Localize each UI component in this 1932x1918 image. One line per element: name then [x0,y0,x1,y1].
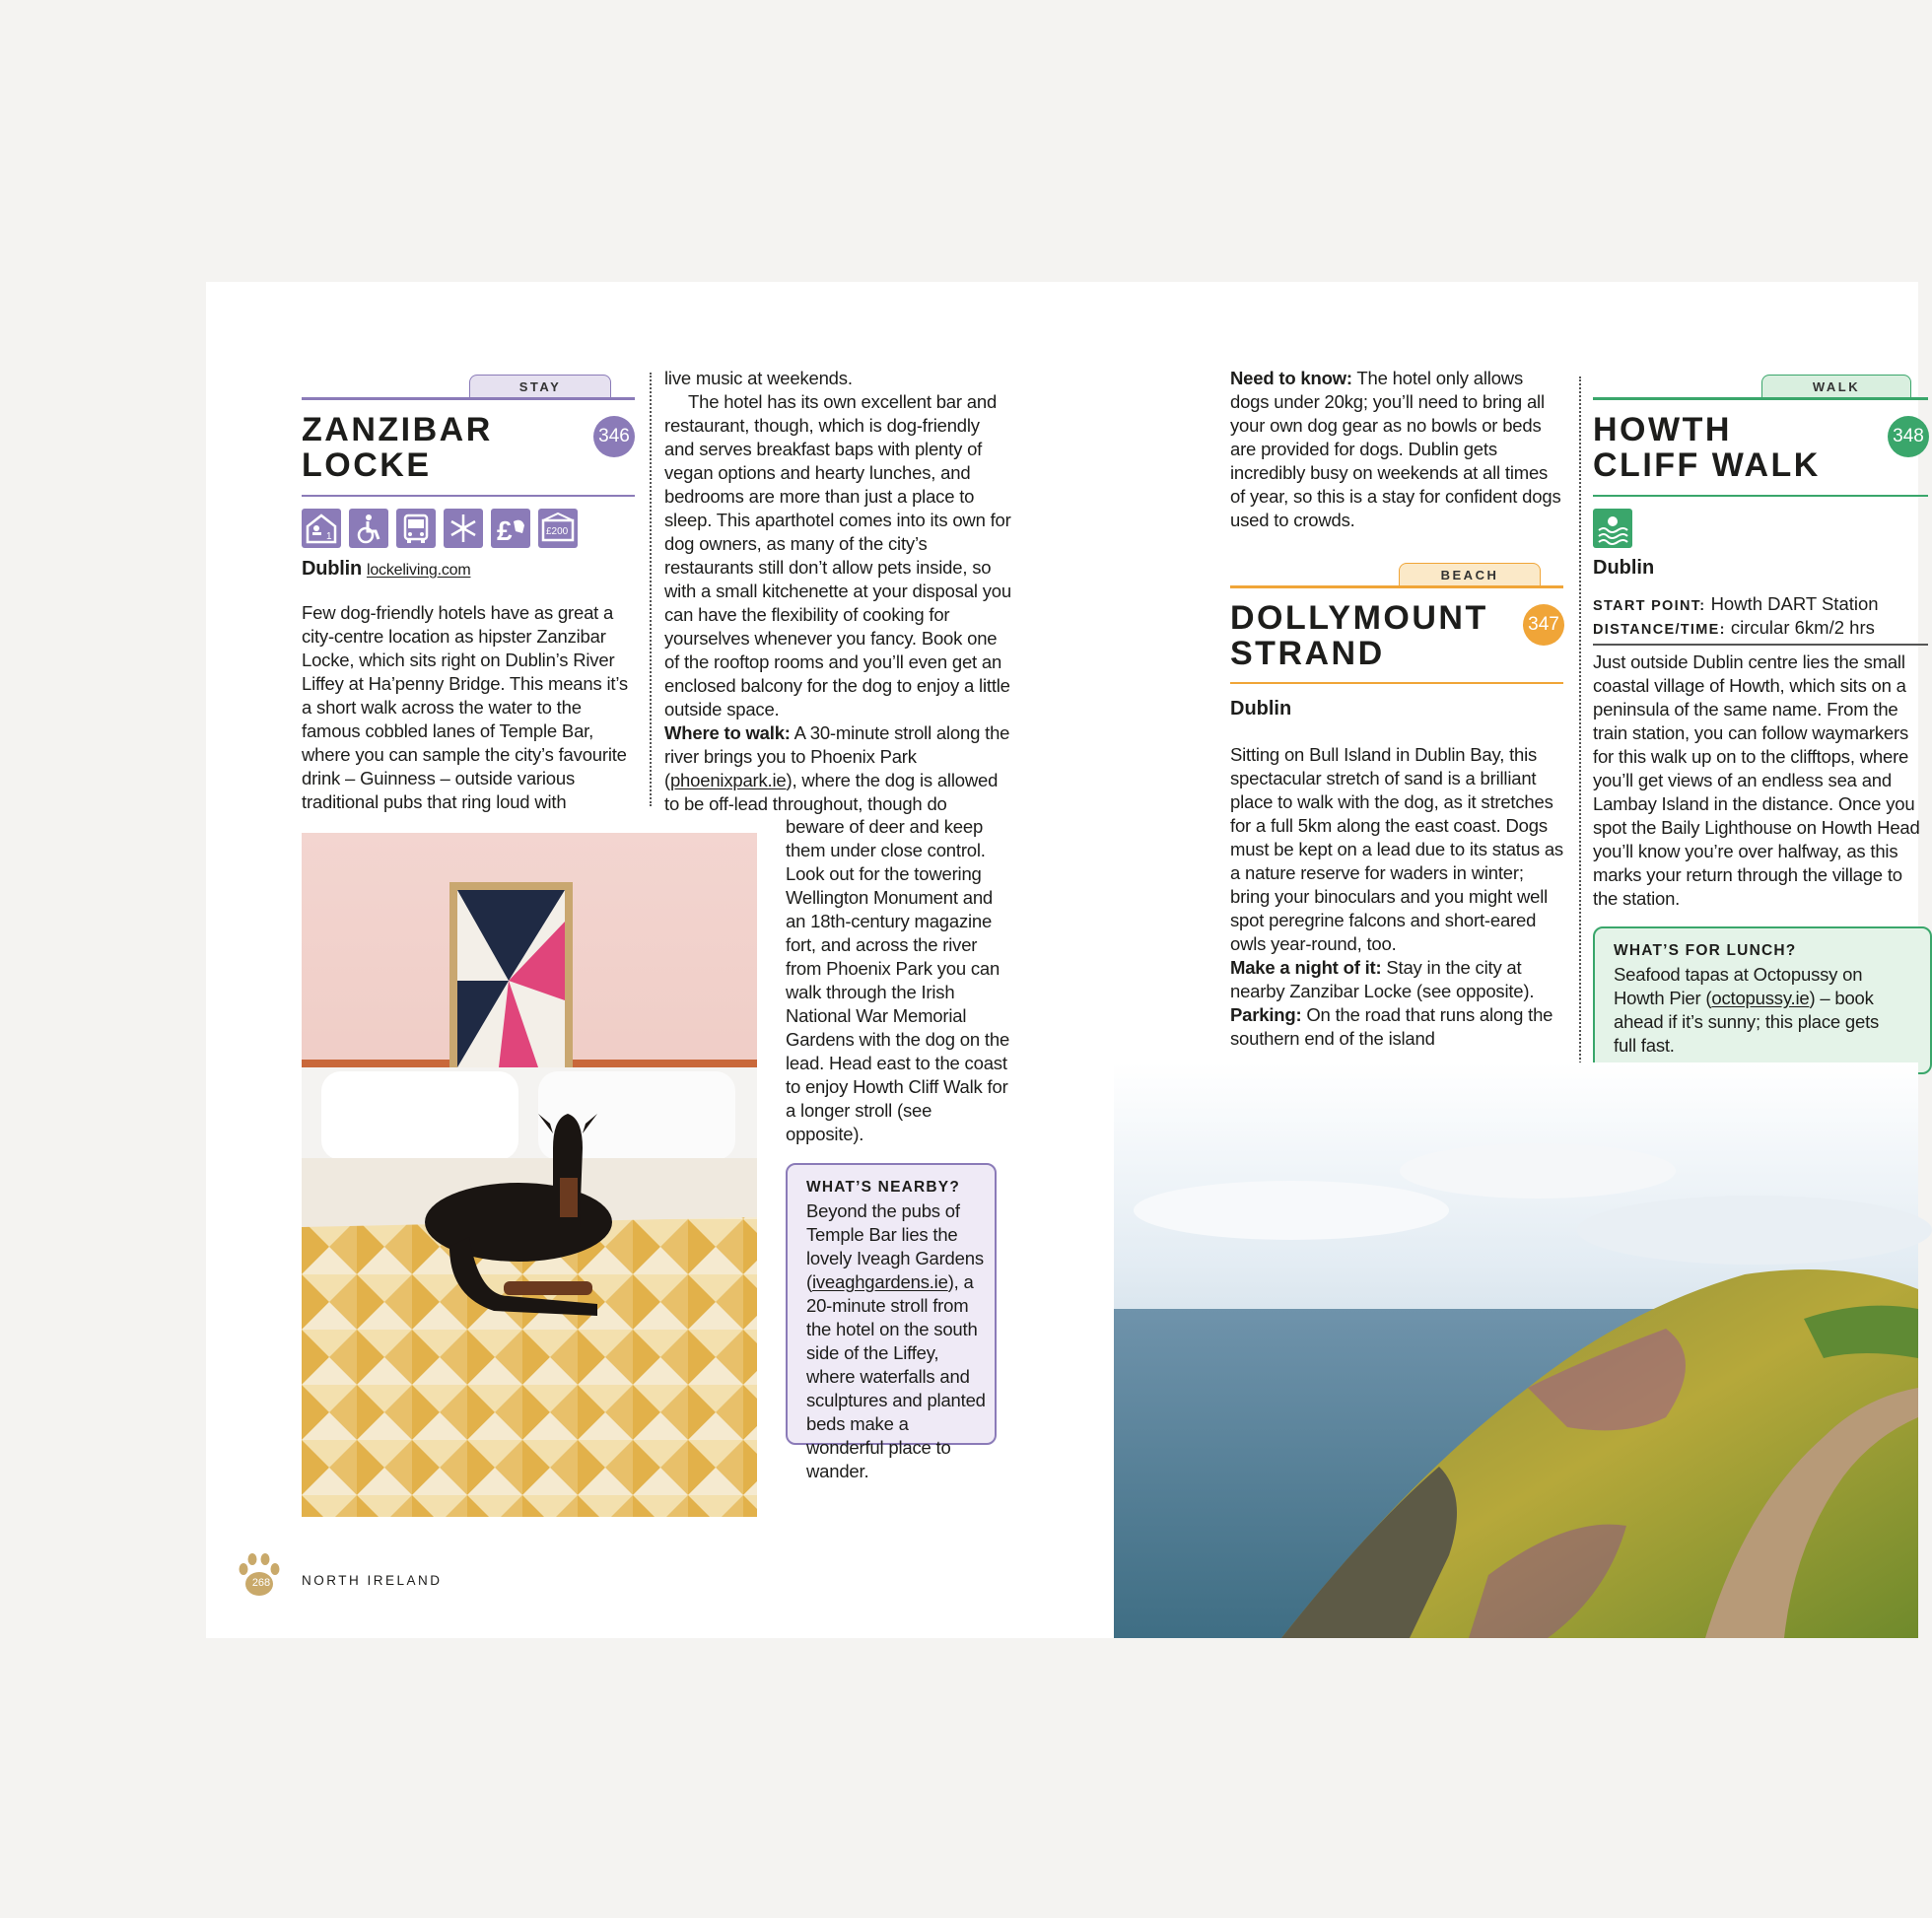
parking-label: Parking: [1230,1004,1302,1025]
beach-title-line1: DOLLYMOUNT [1230,599,1488,637]
page-number: 268 [251,1577,271,1589]
col2-walk-para [664,721,1011,816]
beach-parking [1230,1003,1565,1051]
lunch-text-b: ) – book ahead if it’s sunny; this place gets full fast. [1614,988,1880,1056]
column-separator [650,373,652,806]
lunch-content [1614,939,1890,1058]
bus-icon [396,509,436,548]
nearby-text [806,1199,990,1483]
walk-title [1593,412,1821,483]
snowflake-icon [444,509,483,548]
col2-para2: The hotel has its own excellent bar and restaurant, though, which is dog-friendly and serves breakfast baps with plenty of vegan options and hearty lunches, and bedrooms are more than just a place to sleep. This aparthotel comes into its own for dog owners, as many of the city’s restaurants still don’t allow pets inside, so with a small kitchenette at your disposal you can have the flexibility of cooking for yourselves whenever you fancy. Book one of the rooftop rooms and you’ll even get an enclosed balcony for the dog to enjoy a little outside space. [664,391,1011,719]
octopussy-link[interactable]: octopussy.ie [1711,988,1810,1008]
entry-website-link[interactable]: lockeliving.com [366,562,471,579]
beach-text [1230,743,1565,1051]
night-label: Make a night of it: [1230,957,1382,978]
lunch-text-a: Seafood tapas at Octopussy on Howth Pier ( [1614,964,1863,1008]
beach-bottom-rule [1230,682,1563,684]
price-200-icon [538,509,578,548]
hotel-need-text: The hotel only allows dogs under 20kg; you’ll need to bring all your own dog gear as no bowls or beds are provided for dogs. Dublin gets incredibly busy on weekends at all times of year, so this is a stay for confident dogs used to crowds. [1230,368,1561,530]
beach-title-line2: STRAND [1230,635,1385,672]
iveagh-link[interactable]: iveaghgardens.ie [811,1271,948,1292]
beach-title [1230,600,1488,671]
walk-text-b: ), where the dog is allowed to be off-lead throughout, though do [664,770,999,814]
hotel-room-dog-photo [302,833,757,1517]
entry-col2-continued: beware of deer and keep them under close control. Look out for the towering Wellington Monument and an 18th-century magazine fort, and across the river from Phoenix Park you can walk through the Irish National War Memorial Gardens with the dog on the lead. Head east to the coast to enjoy Howth Cliff Walk for a longer stroll (see opposite). [786,816,1010,1144]
pound-icon [491,509,530,548]
night-text: Stay in the city at nearby Zanzibar Locke (see opposite). [1230,957,1535,1001]
start-value: Howth DART Station [1710,593,1879,614]
hotel-need-label: Need to know: [1230,368,1352,388]
walk-title-line2: CLIFF WALK [1593,446,1821,484]
howth-cliff-photo [1114,1062,1918,1638]
lunch-text [1614,963,1890,1058]
walk-label: Where to walk: [664,722,791,743]
entry-location: Dublin [302,558,363,580]
whats-nearby-box [786,1163,997,1481]
beach-description: Sitting on Bull Island in Dublin Bay, this spectacular stretch of sand is a brilliant place to walk with the dog, as it stretches for a full 5km along the east coast. Dogs must be kept on a lead due to its status as a nature reserve for waders in winter; bring your binoculars and you might well spot peregrine falcons and short-eared owls year-round, too. [1230,744,1563,954]
nearby-heading: WHAT’S NEARBY? [806,1179,961,1196]
walk-bottom-rule [1593,495,1928,497]
paw-icon [236,1551,283,1599]
walk-location: Dublin [1593,557,1655,579]
hotel-icon [302,509,341,548]
phoenixpark-link[interactable]: phoenixpark.ie [669,770,787,790]
walk-text-a: A 30-minute stroll along the river brings you to Phoenix Park ( [664,722,1010,790]
nearby-content [806,1176,990,1483]
footer-section-label: NORTH IRELAND [302,1573,443,1588]
distance-label: DISTANCE/TIME: [1593,622,1726,638]
book-spread [206,282,1924,1638]
wheelchair-icon [349,509,388,548]
entry-number-badge: 346 [593,416,635,457]
price-label: £200 [546,526,569,537]
walk-info-rule [1593,644,1928,646]
beach-tab: BEACH [1399,563,1541,585]
walk-number-badge: 348 [1888,416,1929,457]
walk-tab: WALK [1761,375,1911,397]
entry-title-line2: LOCKE [302,446,432,484]
entry-title [302,412,493,483]
walk-title-line1: HOWTH [1593,411,1732,448]
distance-value: circular 6km/2 hrs [1730,617,1875,638]
beach-night [1230,956,1565,1003]
stay-top-rule [302,397,635,400]
svg-text:£: £ [497,515,513,546]
whats-for-lunch-box [1593,926,1932,1074]
col2-para1: live music at weekends. [664,368,853,388]
walk-distance [1593,617,1928,639]
entry-title-line1: ZANZIBAR [302,411,493,448]
walk-start-point [1593,593,1928,615]
start-label: START POINT: [1593,598,1706,614]
stay-bottom-rule [302,495,635,497]
svg-text:1: 1 [326,531,332,542]
entry-col1-text: Few dog-friendly hotels have as great a city-centre location as hipster Zanzibar Locke, which sits right on Dublin’s River Liffey at Ha’penny Bridge. This means it’s a short walk across the water to the famous cobbled lanes of Temple Bar, where you can sample the city’s favourite drink – Guinness – outside various traditional pubs that ring loud with [302,602,628,812]
entry-location-line [302,557,637,582]
parking-text: On the road that runs along the southern end of the island [1230,1004,1553,1049]
hotel-need-to-know [1230,367,1565,532]
entry-col2-text [664,367,1011,816]
walk-description: Just outside Dublin centre lies the small coastal village of Howth, which sits on a peninsula of the same name. From the train station, you can follow waymarkers for this walk up on to the clifftops, where you’ll get views of an endless sea and Lambay Island in the distance. Once you spot the Baily Lighthouse on Howth Head you’ll know you’re over halfway, as this marks your return through the village to the station. [1593,651,1920,909]
coast-icon [1593,509,1632,548]
stay-tab: STAY [469,375,611,397]
walk-top-rule [1593,397,1928,400]
beach-location: Dublin [1230,698,1292,719]
nearby-text-b: ), a 20-minute stroll from the hotel on the south side of the Liffey, where waterfalls and sculptures and planted beds make a wonderful place to wander. [806,1271,986,1481]
lunch-heading: WHAT’S FOR LUNCH? [1614,942,1797,959]
beach-number-badge: 347 [1523,604,1564,646]
nearby-text-a: Beyond the pubs of Temple Bar lies the lovely Iveagh Gardens ( [806,1200,984,1292]
beach-top-rule [1230,585,1563,588]
